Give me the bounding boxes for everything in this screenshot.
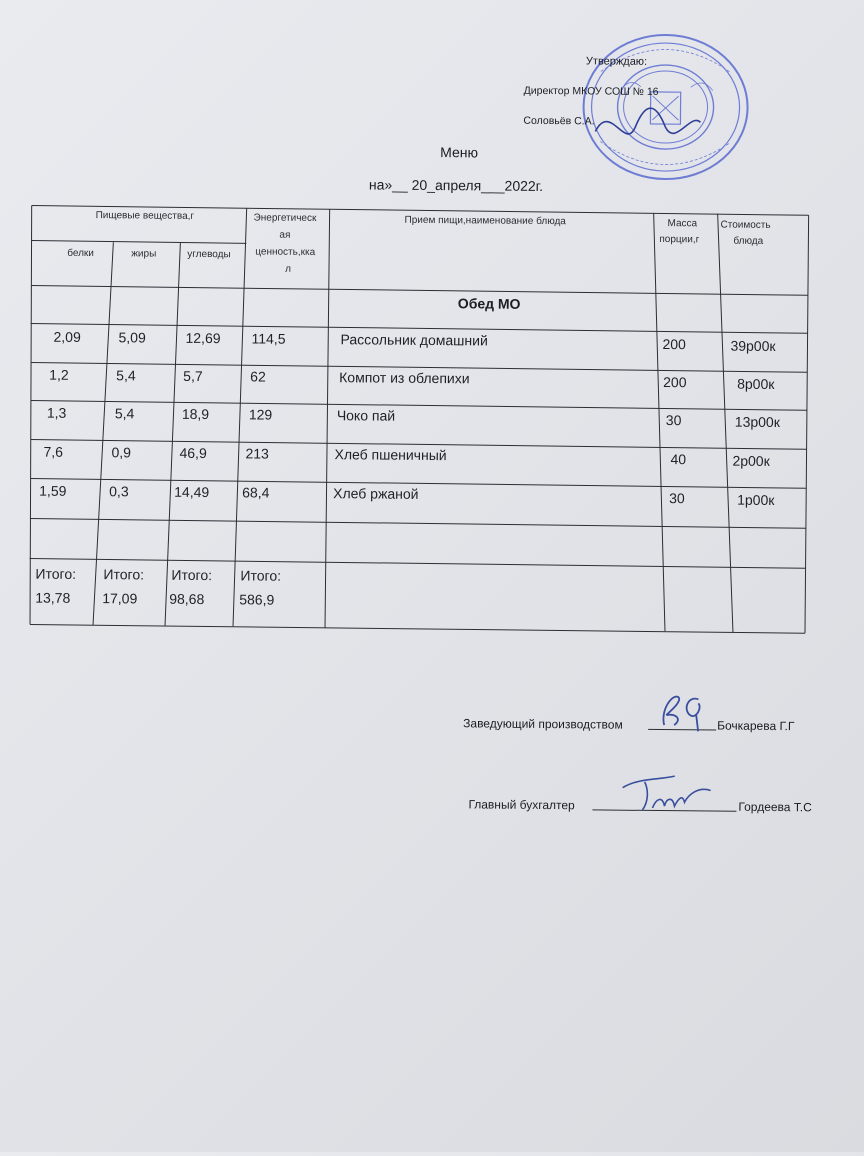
production-name: Бочкарева Г.Г bbox=[717, 718, 795, 734]
total-energy-label: Итого: bbox=[240, 567, 282, 584]
row-2-carbs: 5,7 bbox=[183, 367, 203, 385]
total-proteins-label: Итого: bbox=[35, 565, 77, 582]
director-line: Директор МКОУ СОШ № 16 bbox=[523, 84, 659, 98]
row-4-energy: 213 bbox=[245, 445, 269, 462]
header-energy-2: ая bbox=[279, 229, 291, 241]
header-energy-1: Энергетическ bbox=[253, 212, 317, 225]
accountant-signature-icon bbox=[618, 768, 718, 815]
menu-date: на»__ 20_апреля___2022г. bbox=[368, 176, 544, 194]
row-1-proteins: 2,09 bbox=[53, 328, 81, 345]
row-2-fats: 5,4 bbox=[116, 367, 136, 384]
total-proteins: 13,78 bbox=[35, 589, 71, 606]
row-3-name: Чоко пай bbox=[336, 407, 396, 424]
row-5-carbs: 14,49 bbox=[174, 483, 210, 501]
row-5-cost: 1р00к bbox=[737, 491, 775, 509]
total-carbs: 98,68 bbox=[169, 590, 205, 608]
row-3-proteins: 1,3 bbox=[46, 404, 67, 421]
header-mass-1: Масса bbox=[667, 218, 698, 230]
row-5-proteins: 1,59 bbox=[39, 482, 67, 499]
total-fats-label: Итого: bbox=[103, 566, 145, 583]
row-5-name: Хлеб ржаной bbox=[333, 485, 419, 502]
header-cost-2: блюда bbox=[733, 235, 764, 247]
row-1-energy: 114,5 bbox=[251, 330, 286, 347]
row-2-name: Компот из облепихи bbox=[339, 369, 470, 387]
section-title: Обед МО bbox=[457, 295, 521, 312]
header-nutrients: Пищевые вещества,г bbox=[95, 210, 195, 222]
total-fats: 17,09 bbox=[102, 590, 138, 607]
director-name: Соловьёв С.А. bbox=[523, 114, 595, 128]
row-2-cost: 8р00к bbox=[737, 375, 775, 393]
row-5-fats: 0,3 bbox=[109, 483, 129, 500]
row-3-mass: 30 bbox=[665, 412, 682, 429]
row-4-carbs: 46,9 bbox=[179, 444, 207, 462]
row-4-mass: 40 bbox=[670, 451, 687, 468]
row-4-cost: 2р00к bbox=[732, 452, 770, 469]
row-4-fats: 0,9 bbox=[111, 444, 132, 461]
row-2-mass: 200 bbox=[663, 374, 687, 391]
row-2-proteins: 1,2 bbox=[49, 366, 69, 383]
row-1-name: Рассольник домашний bbox=[340, 331, 488, 349]
row-3-fats: 5,4 bbox=[114, 405, 135, 422]
header-carbs: углеводы bbox=[187, 248, 231, 261]
header-energy-3: ценность,кка bbox=[255, 246, 316, 258]
production-signature-icon bbox=[652, 685, 722, 734]
row-1-carbs: 12,69 bbox=[185, 329, 221, 347]
row-3-carbs: 18,9 bbox=[181, 405, 210, 423]
header-meal: Прием пищи,наименование блюда bbox=[404, 214, 566, 228]
header-mass-2: порции,г bbox=[659, 233, 700, 246]
accountant-label: Главный бухгалтер bbox=[468, 797, 575, 813]
row-2-energy: 62 bbox=[250, 368, 266, 385]
accountant-name: Гордеева Т.С bbox=[738, 799, 812, 815]
approved-label: Утверждаю: bbox=[585, 55, 648, 68]
row-5-mass: 30 bbox=[669, 490, 685, 507]
total-energy: 586,9 bbox=[239, 591, 275, 608]
total-carbs-label: Итого: bbox=[171, 566, 213, 584]
header-energy-4: л bbox=[285, 263, 292, 275]
header-cost-1: Стоимость bbox=[720, 219, 771, 231]
row-3-energy: 129 bbox=[248, 406, 273, 423]
row-4-proteins: 7,6 bbox=[43, 443, 64, 460]
row-4-name: Хлеб пшеничный bbox=[334, 446, 447, 464]
production-label: Заведующий производством bbox=[463, 716, 623, 732]
row-1-fats: 5,09 bbox=[118, 329, 146, 346]
row-1-cost: 39р00к bbox=[730, 337, 776, 355]
header-fats: жиры bbox=[131, 248, 157, 260]
row-3-cost: 13р00к bbox=[734, 413, 780, 431]
row-1-mass: 200 bbox=[662, 336, 686, 353]
row-5-energy: 68,4 bbox=[242, 484, 270, 501]
menu-title: Меню bbox=[440, 144, 479, 161]
header-proteins: белки bbox=[67, 247, 94, 260]
